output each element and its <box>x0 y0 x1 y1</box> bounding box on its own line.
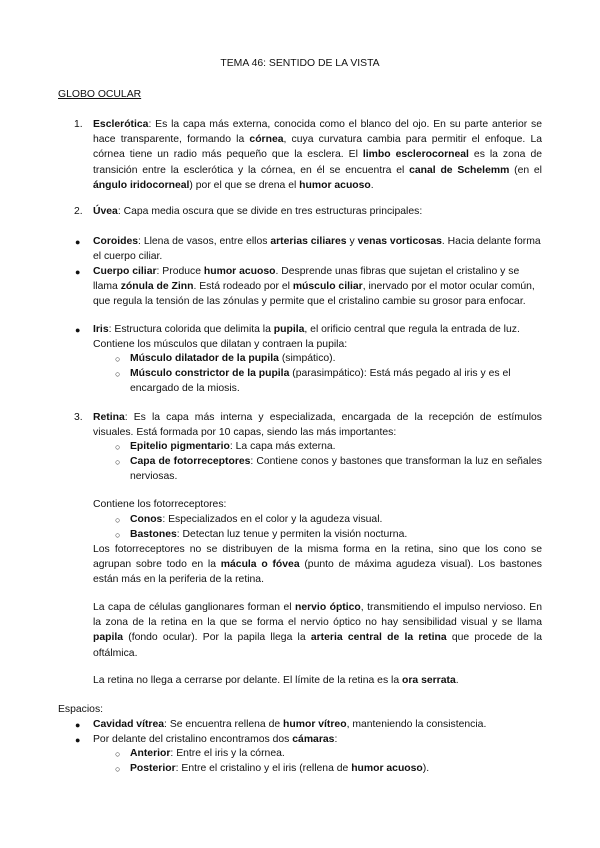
subbullet-icon: ○ <box>115 442 121 452</box>
retina-paragraph: Retina: Es la capa más interna y especializada, encargada de la recepción de estímulos visuales. Está formada por 10 capas, siendo las más importantes: <box>93 412 542 439</box>
document-title: TEMA 46: SENTIDO DE LA VISTA <box>220 58 380 69</box>
conos-item: Conos: Especializados en el color y la agudeza visual. <box>130 514 383 525</box>
espacios-label: Espacios: <box>58 704 104 715</box>
bastones-item: Bastones: Detectan luz tenue y permiten la visión nocturna. <box>130 529 408 540</box>
subbullet-icon: ○ <box>115 369 121 379</box>
list-number: 3. <box>74 412 83 423</box>
distribucion-paragraph: Los fotorreceptores no se distribuyen de la misma forma en la retina, sino que los cono se agrupan sobre todo en la mácula o fóvea (punto de máxima agudeza visual). Los bastones están más en la periferia de la retina. <box>93 544 542 586</box>
cuerpo-ciliar-item: Cuerpo ciliar: Produce humor acuoso. Desprende unas fibras que sujetan el cristalino y se llama zónula de Zinn. Está rodeado por el músculo ciliar, inervado por el motor ocular común, que regula la tensión de las zónulas y permite que el cristalino cambie su grosor para enfocar. <box>93 266 535 308</box>
subbullet-icon: ○ <box>115 749 121 759</box>
list-number: 2. <box>74 206 83 217</box>
subbullet-icon: ○ <box>115 530 121 540</box>
musculo-dilatador-item: Músculo dilatador de la pupila (simpático). <box>130 353 336 364</box>
subbullet-icon: ○ <box>115 354 121 364</box>
subbullet-icon: ○ <box>115 764 121 774</box>
camara-posterior-item: Posterior: Entre el cristalino y el iris (rellena de humor acuoso). <box>130 763 430 774</box>
camara-anterior-item: Anterior: Entre el iris y la córnea. <box>130 748 285 759</box>
bullet-icon: ● <box>75 237 81 247</box>
nervio-optico-paragraph: La capa de células ganglionares forman el nervio óptico, transmitiendo el impulso nervioso. En la zona de la retina en la que se forma el nervio óptico no hay sensibilidad visual y se llama papila (fondo ocular). Por la papila llega la arteria central de la retina que procede de la oftálmica. <box>93 602 543 659</box>
subbullet-icon: ○ <box>115 515 121 525</box>
epitelio-item: Epitelio pigmentario: La capa más externa. <box>130 441 336 452</box>
camaras-item: Por delante del cristalino encontramos dos cámaras: <box>93 734 338 745</box>
section-heading: GLOBO OCULAR <box>58 89 142 100</box>
list-number: 1. <box>74 119 83 130</box>
bullet-icon: ● <box>75 720 81 730</box>
coroides-item: Coroides: Llena de vasos, entre ellos arterias ciliares y venas vorticosas. Hacia delante forma el cuerpo ciliar. <box>93 236 541 263</box>
fotorreceptores-layer-item: Capa de fotorreceptores: Contiene conos y bastones que transforman la luz en señales nerviosas. <box>130 456 542 483</box>
esclerotica-paragraph: Esclerótica: Es la capa más externa, conocida como el blanco del ojo. En su parte anterior se hace transparente, formando la córnea, cuya curvatura cambia para permitir el enfoque. La córnea tiene un radio más pequeño que la esclera. El limbo esclerocorneal es la zona de transición entre la esclerótica y la córnea, en él se encuentra el canal de Schelemm (en el ángulo iridocorneal) por el que se drena el humor acuoso. <box>93 119 543 191</box>
uvea-paragraph: Úvea: Capa media oscura que se divide en tres estructuras principales: <box>93 206 423 217</box>
bullet-icon: ● <box>75 267 81 277</box>
musculo-constrictor-item: Músculo constrictor de la pupila (parasimpático): Está más pegado al iris y es el encargado de la miosis. <box>130 368 511 395</box>
fotorreceptores-intro: Contiene los fotorreceptores: <box>93 499 227 510</box>
subbullet-icon: ○ <box>115 457 121 467</box>
iris-item: Iris: Estructura colorida que delimita la pupila, el orificio central que regula la entrada de luz. Contiene los músculos que dilatan y contraen la pupila: <box>93 324 520 351</box>
bullet-icon: ● <box>75 325 81 335</box>
ora-serrata-paragraph: La retina no llega a cerrarse por delante. El límite de la retina es la ora serrata. <box>93 675 459 686</box>
cavidad-vitrea-item: Cavidad vítrea: Se encuentra rellena de humor vítreo, manteniendo la consistencia. <box>93 719 487 730</box>
bullet-icon: ● <box>75 735 81 745</box>
